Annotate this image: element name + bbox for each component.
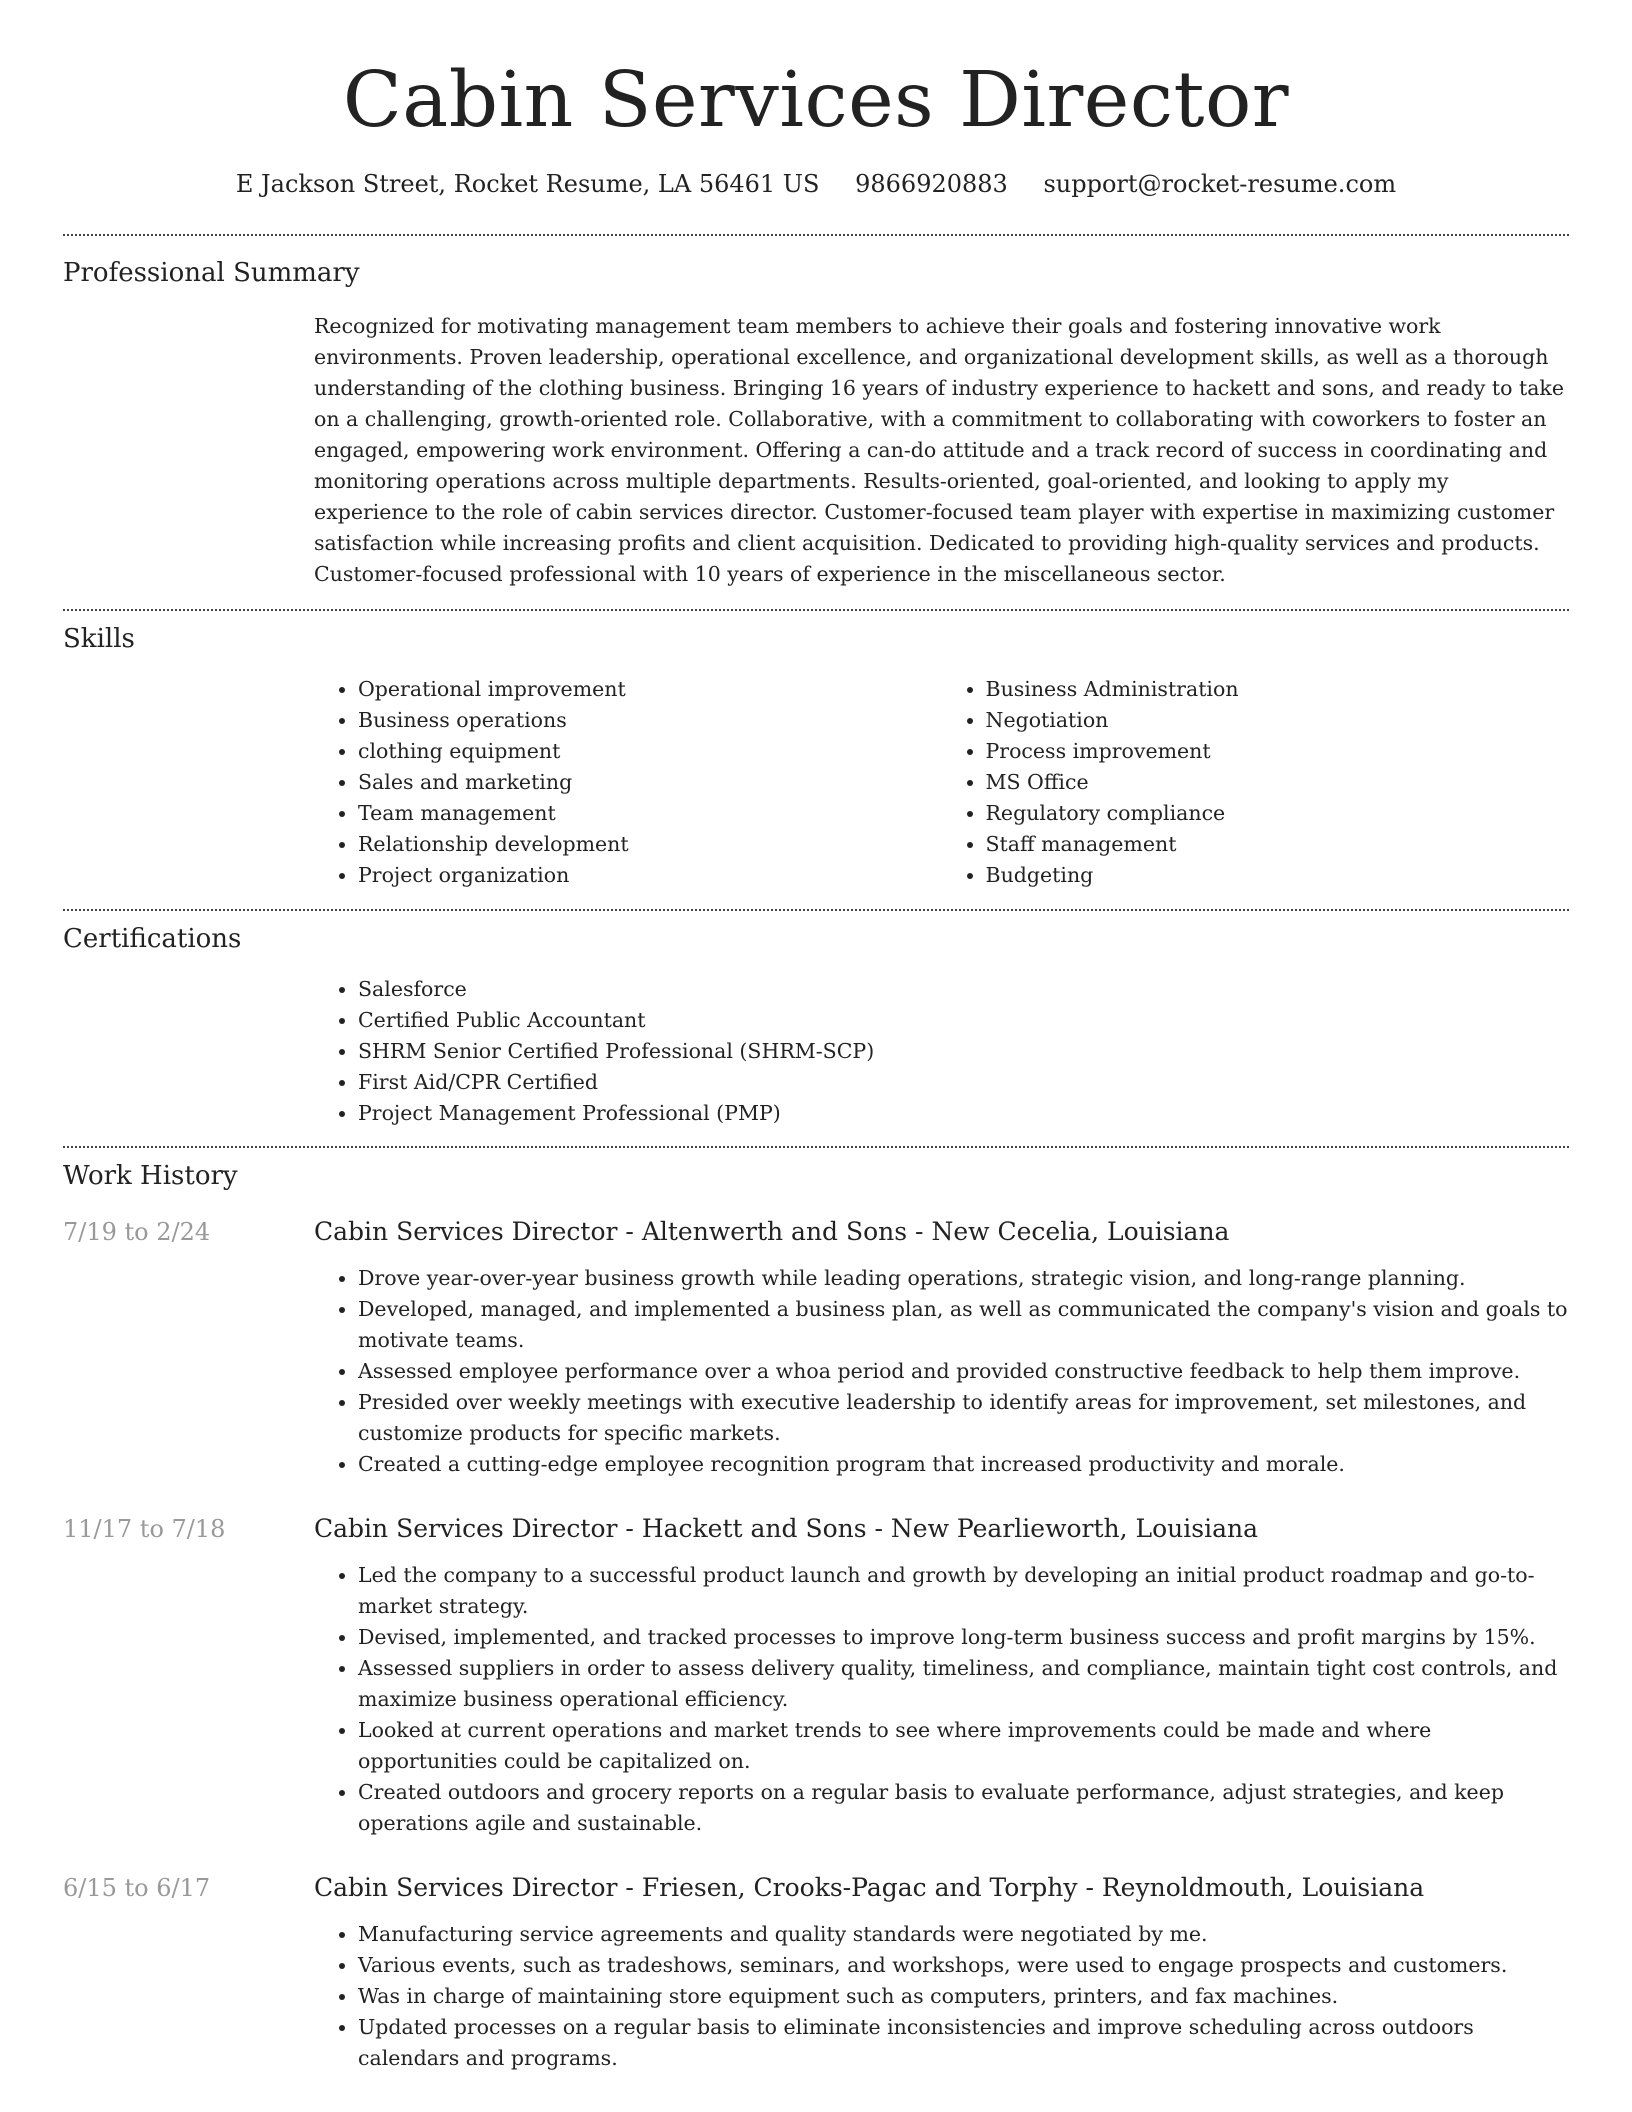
job-header: [63, 1215, 1569, 1249]
job-header: [63, 1871, 1569, 1905]
section-title-skills: Skills: [63, 624, 135, 654]
certification-item: • Salesforce: [358, 974, 1569, 1005]
section-title-summary: Professional Summary: [63, 258, 360, 288]
contact-address: E Jackson Street, Rocket Resume, LA 56461 US: [235, 170, 820, 198]
job-bullet: • Manufacturing service agreements and quality standards were negotiated by me.: [358, 1919, 1569, 1950]
job-entry: [63, 1512, 1569, 1839]
skills-body: [314, 674, 1569, 891]
skills-list-left: [314, 674, 942, 891]
skill-item: • Budgeting: [986, 860, 1570, 891]
job-details: [314, 1560, 1569, 1839]
skill-item: • Business operations: [358, 705, 942, 736]
skill-item: • Staff management: [986, 829, 1570, 860]
job-bullet: • Created a cutting-edge employee recognition program that increased productivity and morale.: [358, 1449, 1569, 1480]
certification-item: • SHRM Senior Certified Professional (SHRM-SCP): [358, 1036, 1569, 1067]
work-history-section: [63, 1159, 1569, 2074]
job-bullets: [314, 1560, 1569, 1839]
contact-phone: 9866920883: [855, 170, 1008, 198]
job-bullet: • Was in charge of maintaining store equipment such as computers, printers, and fax machines.: [358, 1981, 1569, 2012]
summary-text: Recognized for motivating management team members to achieve their goals and fostering innovative work environments. Proven leadership, operational excellence, and organizational development skills, as well as a thorough understanding of the clothing business. Bringing 16 years of industry experience to hackett and sons, and ready to take on a challenging, growth-oriented role. Collaborative, with a commitment to collaborating with coworkers to foster an engaged, empowering work environment. Offering a can-do attitude and a track record of success in coordinating and monitoring operations across multiple departments. Results-oriented, goal-oriented, and looking to apply my experience to the role of cabin services director. Customer-focused team player with expertise in maximizing customer satisfaction while increasing profits and client acquisition. Dedicated to providing high-quality services and products. Customer-focused professional with 10 years of experience in the miscellaneous sector.: [314, 314, 1564, 586]
skill-item: • Operational improvement: [358, 674, 942, 705]
resume-title: Cabin Services Director: [342, 56, 1290, 145]
job-header: [63, 1512, 1569, 1546]
certification-item: • Project Management Professional (PMP): [358, 1098, 1569, 1129]
job-title: Cabin Services Director - Hackett and Sons - New Pearlieworth, Louisiana: [314, 1514, 1258, 1543]
skills-section: [63, 622, 1569, 891]
certification-item: • First Aid/CPR Certified: [358, 1067, 1569, 1098]
section-divider: [63, 1146, 1569, 1148]
section-title-work-history: Work History: [63, 1161, 238, 1191]
job-title: Cabin Services Director - Friesen, Crooks-Pagac and Torphy - Reynoldmouth, Louisiana: [314, 1873, 1425, 1902]
skill-item: • Business Administration: [986, 674, 1570, 705]
skill-item: • Relationship development: [358, 829, 942, 860]
skill-item: • Regulatory compliance: [986, 798, 1570, 829]
job-entry: [63, 1215, 1569, 1480]
skill-item: • Project organization: [358, 860, 942, 891]
job-bullet: • Presided over weekly meetings with executive leadership to identify areas for improvement, set milestones, and customize products for specific markets.: [358, 1387, 1569, 1449]
section-divider: [63, 909, 1569, 911]
certifications-section: [63, 922, 1569, 1129]
job-title: Cabin Services Director - Altenwerth and Sons - New Cecelia, Louisiana: [314, 1217, 1230, 1246]
summary-section: [63, 236, 1569, 590]
job-bullet: • Developed, managed, and implemented a business plan, as well as communicated the company's vision and goals to motivate teams.: [358, 1294, 1569, 1356]
section-divider: [63, 609, 1569, 611]
certifications-body: [314, 974, 1569, 1129]
job-bullet: • Updated processes on a regular basis to eliminate inconsistencies and improve scheduling across outdoors calendars and programs.: [358, 2012, 1569, 2074]
job-bullet: • Created outdoors and grocery reports on a regular basis to evaluate performance, adjust strategies, and keep operations agile and sustainable.: [358, 1777, 1569, 1839]
contact-email: support@rocket-resume.com: [1043, 170, 1397, 198]
skill-item: • Team management: [358, 798, 942, 829]
contact-info: [63, 168, 1569, 200]
job-bullet: • Devised, implemented, and tracked processes to improve long-term business success and profit margins by 15%.: [358, 1622, 1569, 1653]
job-bullet: • Led the company to a successful product launch and growth by developing an initial product roadmap and go-to-market strategy.: [358, 1560, 1569, 1622]
skill-item: • Process improvement: [986, 736, 1570, 767]
certification-item: • Certified Public Accountant: [358, 1005, 1569, 1036]
job-bullet: • Drove year-over-year business growth while leading operations, strategic vision, and long-range planning.: [358, 1263, 1569, 1294]
job-dates: 7/19 to 2/24: [63, 1218, 211, 1246]
skills-list-right: [942, 674, 1570, 891]
job-entry: [63, 1871, 1569, 2074]
skill-item: • Sales and marketing: [358, 767, 942, 798]
skill-item: • Negotiation: [986, 705, 1570, 736]
job-bullets: [314, 1263, 1569, 1480]
job-details: [314, 1919, 1569, 2074]
job-dates: 6/15 to 6/17: [63, 1874, 211, 1902]
section-title-certifications: Certifications: [63, 924, 242, 954]
job-bullets: [314, 1919, 1569, 2074]
skill-item: • clothing equipment: [358, 736, 942, 767]
job-bullet: • Assessed employee performance over a whoa period and provided constructive feedback to help them improve.: [358, 1356, 1569, 1387]
summary-body: [314, 311, 1569, 590]
job-bullet: • Looked at current operations and market trends to see where improvements could be made and where opportunities could be capitalized on.: [358, 1715, 1569, 1777]
job-details: [314, 1263, 1569, 1480]
job-dates: 11/17 to 7/18: [63, 1515, 226, 1543]
job-bullet: • Assessed suppliers in order to assess delivery quality, timeliness, and compliance, maintain tight cost controls, and maximize business operational efficiency.: [358, 1653, 1569, 1715]
certifications-list: [314, 974, 1569, 1129]
job-bullet: • Various events, such as tradeshows, seminars, and workshops, were used to engage prospects and customers.: [358, 1950, 1569, 1981]
skill-item: • MS Office: [986, 767, 1570, 798]
